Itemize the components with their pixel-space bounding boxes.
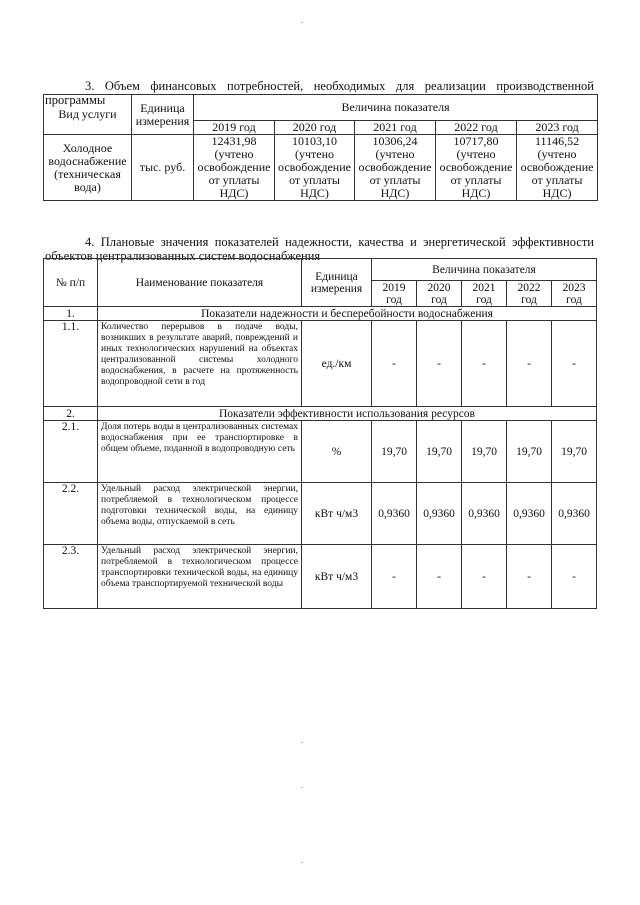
indicator-name: Удельный расход электрической энергии, потребляемой в технологическом процессе подготовки технической воды, на единицу объема воды, отпускаемой в сеть: [98, 483, 302, 545]
unit-cell: %: [302, 421, 372, 483]
table-row: [44, 421, 597, 483]
scan-mark: [301, 862, 303, 863]
year-cell: 2020 год: [275, 121, 355, 135]
group-title: Показатели эффективности использования ресурсов: [98, 407, 597, 421]
year-cell: 2021 год: [462, 281, 507, 307]
value-cell: 10717,80 (учтено освобождение от уплаты НДС): [436, 135, 517, 201]
unit-cell: тыс. руб.: [132, 135, 194, 201]
unit-cell: ед./км: [302, 321, 372, 407]
header-unit: Единица измерения: [302, 259, 372, 307]
row-num: 1.1.: [44, 321, 98, 407]
indicator-name: Удельный расход электрической энергии, потребляемой в технологическом процессе транспортировки технической воды, на единицу объема транспортируемой технической воды: [98, 545, 302, 609]
header-name: Наименование показателя: [98, 259, 302, 307]
year-cell: 2023 год: [517, 121, 598, 135]
section3-heading: 3. Объем финансовых потребностей, необходимых для реализации производственной программы: [45, 78, 594, 107]
year-cell: 2021 год: [355, 121, 436, 135]
year-cell: 2022 год: [507, 281, 552, 307]
header-num: № п/п: [44, 259, 98, 307]
value-cell: -: [462, 545, 507, 609]
scan-mark: [301, 22, 303, 23]
group-num: 2.: [44, 407, 98, 421]
value-cell: 19,70: [417, 421, 462, 483]
scan-mark: [301, 742, 303, 743]
table-row: [44, 545, 597, 609]
header-value: Величина показателя: [372, 259, 597, 281]
value-cell: 19,70: [552, 421, 597, 483]
value-cell: -: [417, 545, 462, 609]
service-cell: Холодное водоснабжение (техническая вода): [44, 135, 132, 201]
value-cell: -: [552, 321, 597, 407]
value-cell: -: [372, 545, 417, 609]
financial-needs-table: [43, 94, 598, 201]
group-title: Показатели надежности и бесперебойности водоснабжения: [98, 307, 597, 321]
value-cell: 0,9360: [417, 483, 462, 545]
group-num: 1.: [44, 307, 98, 321]
year-cell: 2020 год: [417, 281, 462, 307]
value-cell: -: [462, 321, 507, 407]
table-row: [44, 483, 597, 545]
value-cell: 10306,24 (учтено освобождение от уплаты НДС): [355, 135, 436, 201]
value-cell: -: [417, 321, 462, 407]
value-cell: 10103,10 (учтено освобождение от уплаты НДС): [275, 135, 355, 201]
year-cell: 2022 год: [436, 121, 517, 135]
row-num: 2.3.: [44, 545, 98, 609]
header-unit: Единица измерения: [132, 95, 194, 135]
header-service: Вид услуги: [44, 95, 132, 135]
scan-mark: [301, 787, 303, 788]
year-cell: 2019 год: [372, 281, 417, 307]
group-row: [44, 307, 597, 321]
value-cell: 19,70: [462, 421, 507, 483]
row-num: 2.2.: [44, 483, 98, 545]
unit-cell: кВт ч/м3: [302, 483, 372, 545]
section4-heading: 4. Плановые значения показателей надежности, качества и энергетической эффективности объектов централизованных систем водоснабжения: [45, 234, 594, 263]
group-row: [44, 407, 597, 421]
value-cell: 11146,52 (учтено освобождение от уплаты НДС): [517, 135, 598, 201]
value-cell: 0,9360: [507, 483, 552, 545]
indicators-table: [43, 258, 597, 609]
unit-cell: кВт ч/м3: [302, 545, 372, 609]
indicator-name: Доля потерь воды в централизованных системах водоснабжения при ее транспортировке в общем объеме, поданной в водопроводную сеть: [98, 421, 302, 483]
value-cell: 0,9360: [552, 483, 597, 545]
value-cell: -: [507, 545, 552, 609]
value-cell: -: [507, 321, 552, 407]
value-cell: 0,9360: [372, 483, 417, 545]
year-cell: 2023 год: [552, 281, 597, 307]
value-cell: -: [552, 545, 597, 609]
header-row: [44, 95, 598, 121]
value-cell: -: [372, 321, 417, 407]
header-value: Величина показателя: [194, 95, 598, 121]
value-cell: 12431,98 (учтено освобождение от уплаты НДС): [194, 135, 275, 201]
value-cell: 19,70: [507, 421, 552, 483]
table-row: [44, 135, 598, 201]
table-row: [44, 321, 597, 407]
row-num: 2.1.: [44, 421, 98, 483]
indicator-name: Количество перерывов в подаче воды, возникших в результате аварий, повреждений и иных технологических нарушений на объектах централизованной системы холодного водоснабжения, в расчете на протяженность водопроводной сети в год: [98, 321, 302, 407]
value-cell: 19,70: [372, 421, 417, 483]
value-cell: 0,9360: [462, 483, 507, 545]
header-row: [44, 259, 597, 281]
year-cell: 2019 год: [194, 121, 275, 135]
